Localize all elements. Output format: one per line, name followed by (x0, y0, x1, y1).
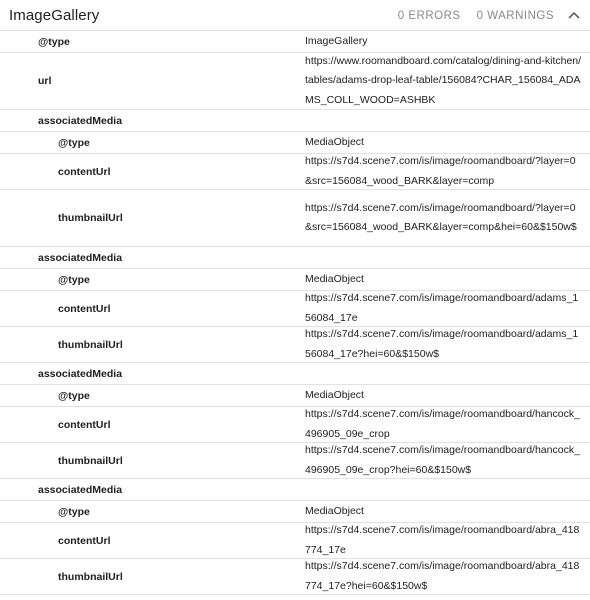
property-key: @type (58, 389, 90, 402)
property-key: associatedMedia (38, 367, 123, 380)
property-row (0, 327, 590, 363)
property-value-text: https://s7d4.scene7.com/is/image/roomandboard/hancock_496905_09e_crop (305, 408, 580, 440)
property-row (0, 291, 590, 327)
property-row (0, 479, 590, 501)
property-value-text: https://s7d4.scene7.com/is/image/roomandboard/adams_156084_17e?hei=60&$150w$ (305, 328, 579, 360)
property-row (0, 407, 590, 443)
property-key: thumbnailUrl (58, 212, 123, 224)
property-value-text: https://s7d4.scene7.com/is/image/roomandboard/abra_418774_17e (305, 524, 580, 556)
property-value-text: https://s7d4.scene7.com/is/image/roomandboard/?layer=0&src=156084_wood_BARK&layer=comp (305, 155, 576, 187)
properties-table (0, 31, 590, 595)
property-row (0, 53, 590, 110)
property-value (305, 559, 590, 594)
property-value (305, 110, 590, 131)
property-row (0, 190, 590, 247)
property-value (305, 443, 590, 478)
property-value (305, 154, 590, 189)
property-value-text: https://s7d4.scene7.com/is/image/roomandboard/adams_156084_17e (305, 292, 579, 324)
property-key: thumbnailUrl (58, 454, 123, 467)
gallery-title: ImageGallery (9, 6, 100, 24)
property-value (305, 132, 590, 153)
property-row (0, 501, 590, 523)
property-key: url (38, 75, 52, 87)
property-value (305, 407, 590, 442)
property-key: @type (58, 505, 90, 518)
property-row (0, 110, 590, 132)
property-value-text: MediaObject (305, 135, 364, 148)
warnings-count: 0 WARNINGS (476, 9, 554, 22)
property-value-text: https://s7d4.scene7.com/is/image/roomandboard/hancock_496905_09e_crop?hei=60&$150w$ (305, 444, 580, 476)
validation-counts (398, 0, 554, 31)
property-value-text: MediaObject (305, 272, 364, 285)
property-key: contentUrl (58, 418, 111, 431)
property-key: associatedMedia (38, 114, 123, 127)
property-value-text: https://s7d4.scene7.com/is/image/roomandboard/abra_418774_17e?hei=60&$150w$ (305, 560, 580, 592)
property-key: @type (58, 136, 90, 149)
property-value (305, 479, 590, 500)
property-value (305, 31, 590, 52)
property-value (305, 523, 590, 558)
property-key: contentUrl (58, 302, 111, 315)
property-value (305, 269, 590, 290)
property-row (0, 269, 590, 291)
property-row (0, 132, 590, 154)
property-value-text: https://www.roomandboard.com/catalog/dining-and-kitchen/tables/adams-drop-leaf-table/156084?CHAR_156084_ADAMS_COLL_WOOD=ASHBK (305, 54, 582, 106)
property-key: @type (38, 35, 70, 48)
property-key: thumbnailUrl (58, 338, 123, 351)
property-row (0, 31, 590, 53)
property-value (305, 385, 590, 406)
property-value-text: MediaObject (305, 388, 364, 401)
property-row (0, 559, 590, 595)
property-value (305, 190, 590, 246)
property-row (0, 363, 590, 385)
property-key: contentUrl (58, 165, 111, 178)
chevron-up-icon[interactable] (566, 8, 582, 22)
property-row (0, 247, 590, 269)
property-row (0, 154, 590, 190)
property-key: contentUrl (58, 534, 111, 547)
property-value-text: ImageGallery (305, 34, 368, 47)
property-value (305, 327, 590, 362)
errors-count: 0 ERRORS (397, 9, 461, 22)
property-value (305, 247, 590, 268)
property-key: associatedMedia (38, 483, 123, 496)
property-value-text: MediaObject (305, 504, 364, 517)
gallery-header[interactable] (0, 0, 590, 31)
property-value (305, 501, 590, 522)
property-value (305, 363, 590, 384)
property-row (0, 385, 590, 407)
property-value (305, 53, 590, 109)
property-key: thumbnailUrl (58, 570, 123, 583)
property-value-text: https://s7d4.scene7.com/is/image/roomandboard/?layer=0&src=156084_wood_BARK&layer=comp&hei=60&$150w$ (305, 201, 577, 233)
property-row (0, 523, 590, 559)
property-key: @type (58, 273, 90, 286)
property-row (0, 443, 590, 479)
property-value (305, 291, 590, 326)
property-key: associatedMedia (38, 251, 123, 264)
